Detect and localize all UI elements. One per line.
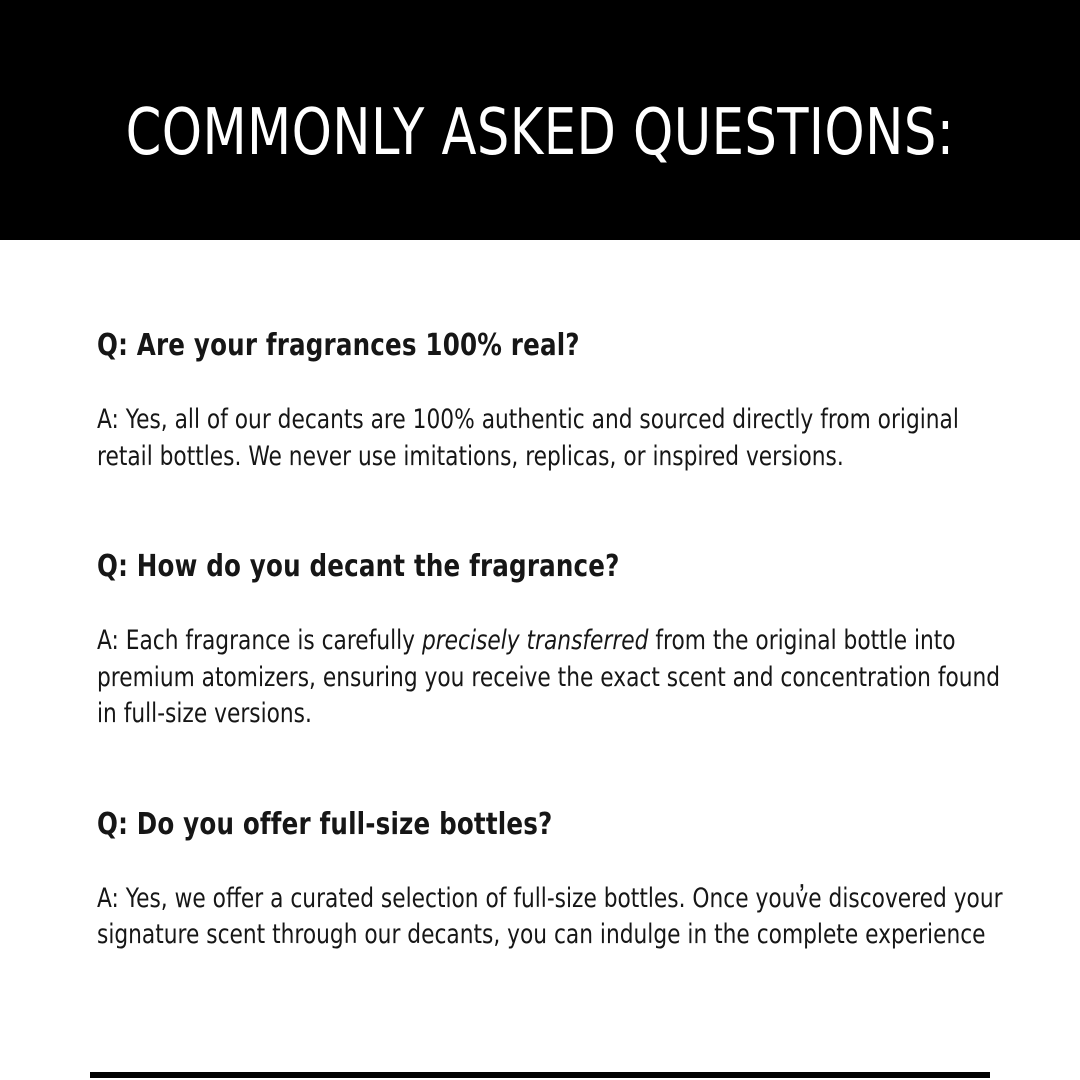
faq-content — [0, 328, 1080, 954]
qa-block-decanting — [97, 549, 1006, 733]
answer-authenticity: A: Yes, all of our decants are 100% authentic and sourced directly from original retail bottles. We never use imitations, replicas, or inspired versions. — [97, 404, 959, 472]
question-full-size: Q: Do you offer full-size bottles? — [97, 806, 553, 842]
page-title: COMMONLY ASKED QUESTIONS: — [125, 96, 955, 170]
question-authenticity: Q: Are your fragrances 100% real? — [97, 328, 580, 363]
qa-block-full-size — [97, 807, 1006, 954]
answer-decanting-after: from the original bottle into premium atomizers, ensuring you receive the exact scent and concentration found in full-size versions. — [97, 625, 1001, 729]
answer-decanting-italic-phrase: precisely transferred — [421, 625, 649, 656]
answer-decanting — [97, 623, 1006, 733]
answer-decanting-before: A: Each fragrance is carefully — [97, 625, 422, 656]
text-column — [97, 328, 1006, 954]
qa-block-authenticity — [97, 328, 1006, 475]
bottom-divider-bar — [90, 1072, 990, 1078]
question-decanting: Q: How do you decant the fragrance? — [97, 549, 620, 584]
header-banner — [0, 0, 1080, 240]
answer-full-size: A: Yes, we offer a curated selection of full-size bottles. Once youv̓e discovered your signature scent through our decants, you can indulge in the complete experience — [97, 882, 1003, 950]
